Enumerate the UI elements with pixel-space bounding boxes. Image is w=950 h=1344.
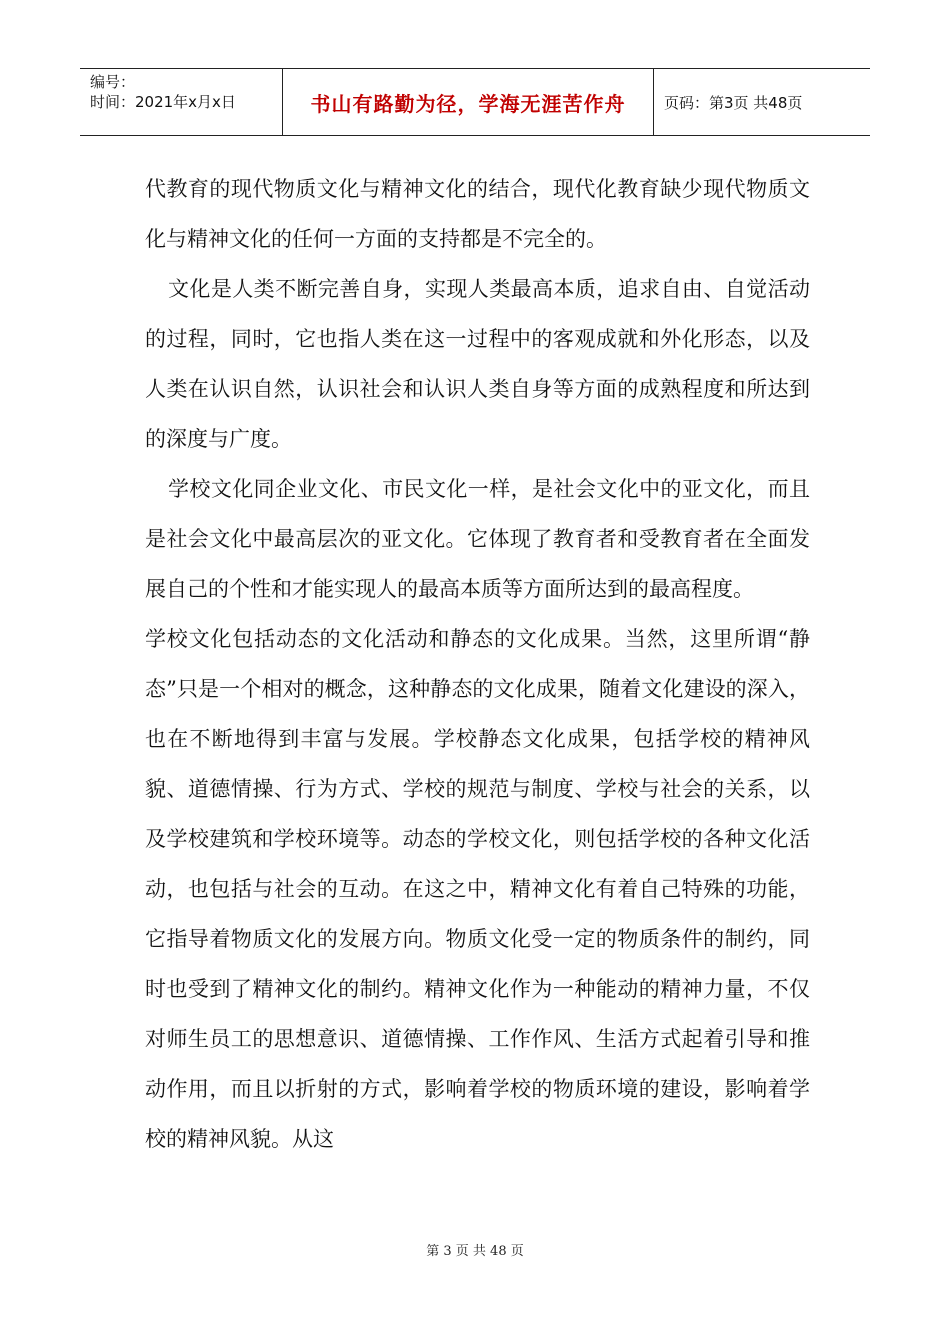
document-time-label: 时间：2021年x月x日 (90, 93, 236, 111)
document-number-label: 编号： (90, 73, 136, 91)
header-meta (80, 69, 283, 135)
page-footer: 第 3 页 共 48 页 (426, 1244, 524, 1259)
header-motto: 书山有路勤为径，学海无涯苦作舟 (283, 69, 654, 135)
paragraph-1: 代教育的现代物质文化与精神文化的结合，现代化教育缺少现代物质文化与精神文化的任何一方面的支持都是不完全的。 (145, 177, 810, 251)
paragraph-4: 学校文化包括动态的文化活动和静态的文化成果。当然，这里所谓“静态”只是一个相对的概念，这种静态的文化成果，随着文化建设的深入，也在不断地得到丰富与发展。学校静态文化成果，包括学校的精神风貌、道德情操、行为方式、学校的规范与制度、学校与社会的关系，以及学校建筑和学校环境等。动态的学校文化，则包括学校的各种文化活动，也包括与社会的互动。在这之中，精神文化有着自己特殊的功能，它指导着物质文化的发展方向。物质文化受一定的物质条件的制约，同时也受到了精神文化的制约。精神文化作为一种能动的精神力量，不仅对师生员工的思想意识、道德情操、工作作风、生活方式起着引导和推动作用，而且以折射的方式，影响着学校的物质环境的建设，影响着学校的精神风貌。从这 (145, 627, 810, 1151)
paragraph-3: 学校文化同企业文化、市民文化一样，是社会文化中的亚文化，而且是社会文化中最高层次的亚文化。它体现了教育者和受教育者在全面发展自己的个性和才能实现人的最高本质等方面所达到的最高程度。 (145, 477, 810, 601)
header-page-number: 页码：第3页 共48页 (664, 93, 803, 112)
document-body (145, 164, 810, 1164)
page-header (80, 68, 870, 136)
paragraph-2: 文化是人类不断完善自身，实现人类最高本质，追求自由、自觉活动的过程，同时，它也指人类在这一过程中的客观成就和外化形态，以及人类在认识自然，认识社会和认识人类自身等方面的成熟程度和所达到的深度与广度。 (145, 277, 810, 451)
